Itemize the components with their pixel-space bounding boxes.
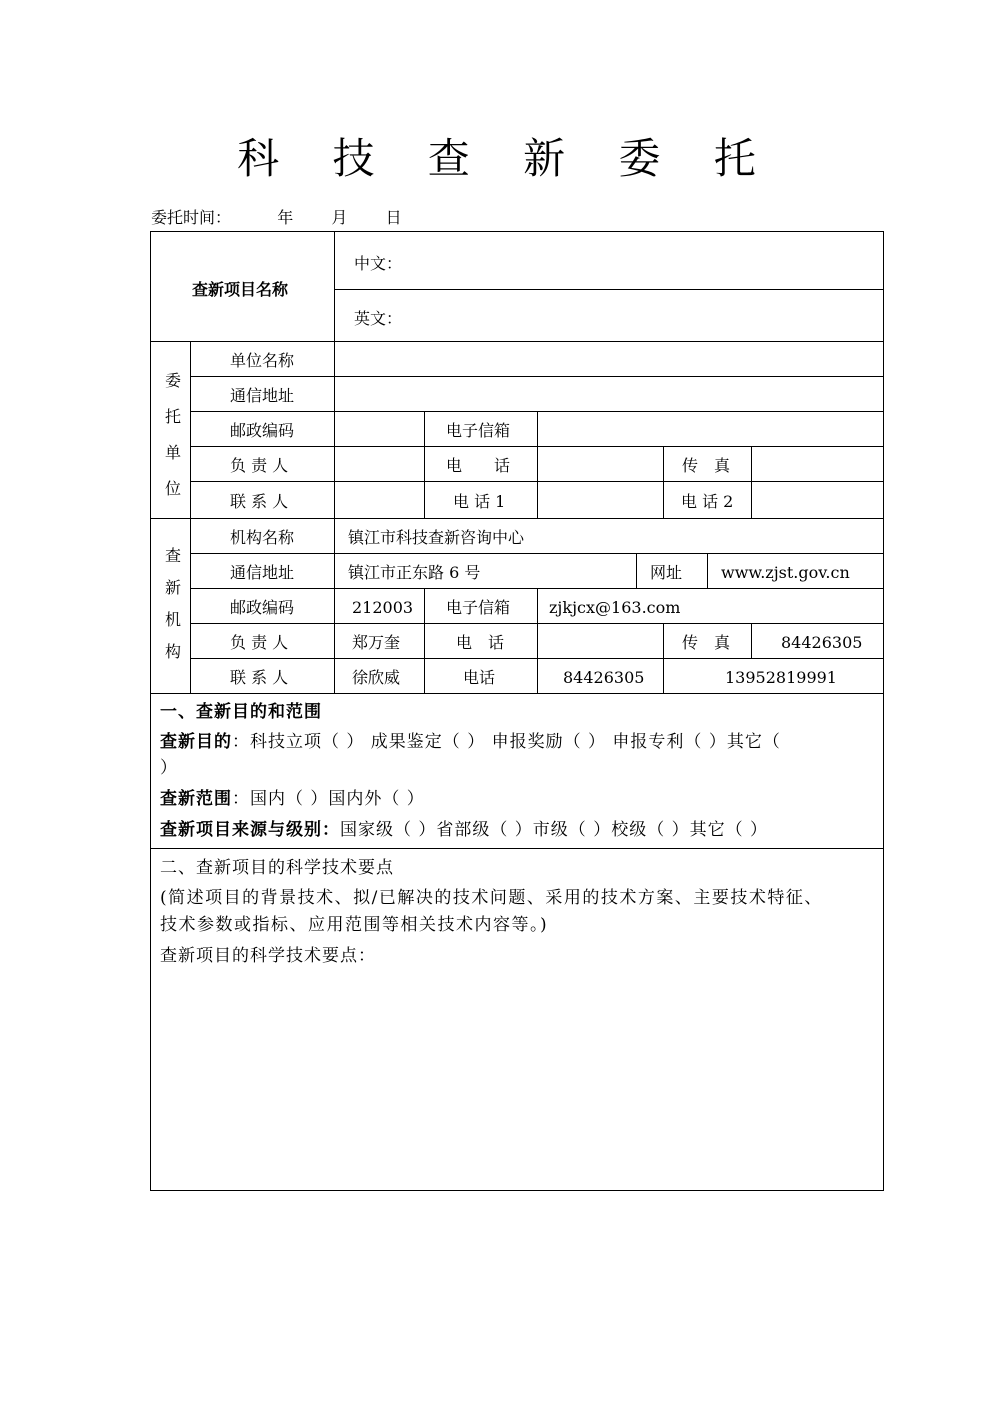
client-manager-label: 负 责 人 (230, 456, 289, 475)
agency-contact-phone-label: 电话 (463, 668, 496, 687)
source-line (160, 818, 768, 842)
project-name-chinese-label: 中文： (354, 254, 403, 273)
table-rule (150, 693, 884, 694)
scope-line (160, 787, 425, 811)
client-label-char: 位 (164, 479, 181, 498)
agency-manager-label: 负 责 人 (230, 633, 289, 652)
date-day: 日 (385, 208, 402, 227)
client-label-char: 委 (164, 371, 181, 390)
section2-hint-line2: 技术参数或指标、应用范围等相关技术内容等。) (160, 915, 549, 935)
table-rule (636, 553, 637, 588)
table-rule (424, 588, 425, 693)
client-phone1-label: 电 话 1 (453, 492, 506, 511)
client-group-label (163, 371, 183, 515)
date-label: 委托时间： (151, 208, 232, 227)
agency-website-label: 网址 (650, 563, 683, 582)
purpose-line (160, 730, 781, 754)
table-rule (150, 518, 884, 519)
table-rule (190, 341, 191, 693)
project-name-label: 查新项目名称 (192, 280, 289, 299)
client-email-label: 电子信箱 (446, 421, 511, 440)
table-rule (424, 411, 425, 518)
table-rule (190, 376, 884, 377)
section2-label: 查新项目的科学技术要点： (160, 946, 376, 966)
agency-label-char: 机 (164, 610, 181, 629)
source-label: 查新项目来源与级别： (160, 820, 340, 840)
client-fax-label: 传 真 (682, 456, 731, 475)
purpose-options: ：科技立项（ ） 成果鉴定（ ） 申报奖励（ ） 申报专利（ ）其它（ (232, 732, 781, 752)
agency-group-label (163, 546, 183, 674)
date-year: 年 (277, 208, 294, 227)
purpose-close: ） (160, 758, 178, 778)
table-rule (707, 553, 708, 588)
client-postcode-label: 邮政编码 (230, 421, 295, 440)
source-options: 国家级（ ）省部级（ ）市级（ ）校级（ ）其它（ ） (340, 820, 769, 840)
table-rule (334, 341, 335, 693)
agency-address: 镇江市正东路 6 号 (348, 563, 481, 582)
scope-options: ：国内（ ）国内外（ ） (232, 789, 425, 809)
client-phone-label: 电 话 (446, 456, 511, 475)
agency-phone-label: 电 话 (456, 633, 505, 652)
table-rule (751, 623, 752, 658)
client-label-char: 单 (164, 443, 181, 462)
table-rule (334, 231, 335, 341)
agency-label-char: 新 (164, 578, 181, 597)
agency-fax: 84426305 (781, 633, 863, 652)
agency-fax-label: 传 真 (682, 633, 731, 652)
table-rule (150, 848, 884, 849)
date-month: 月 (331, 208, 348, 227)
client-address-label: 通信地址 (230, 386, 295, 405)
agency-org-name-label: 机构名称 (230, 528, 295, 547)
agency-website: www.zjst.gov.cn (721, 563, 850, 582)
table-rule (663, 446, 664, 518)
client-phone2-label: 电 话 2 (681, 492, 734, 511)
section2-heading: 二、查新项目的科学技术要点 (160, 858, 394, 878)
agency-address-label: 通信地址 (230, 563, 295, 582)
table-rule (334, 289, 884, 290)
agency-email-label: 电子信箱 (446, 598, 511, 617)
section1-heading: 一、查新目的和范围 (160, 702, 322, 722)
table-rule (663, 623, 664, 693)
agency-label-char: 构 (164, 642, 181, 661)
table-rule (190, 553, 884, 554)
table-rule (150, 341, 884, 342)
client-label-char: 托 (164, 407, 181, 426)
scope-label: 查新范围 (160, 789, 232, 809)
agency-contact: 徐欣威 (352, 668, 401, 687)
purpose-label: 查新目的 (160, 732, 232, 752)
project-name-english-label: 英文： (354, 309, 403, 328)
agency-email: zjkjcx@163.com (549, 598, 681, 617)
table-rule (537, 411, 538, 518)
agency-postcode: 212003 (352, 598, 414, 617)
agency-postcode-label: 邮政编码 (230, 598, 295, 617)
table-rule (751, 446, 752, 518)
page-title: 科 技 查 新 委 托 (237, 134, 776, 183)
table-rule (537, 588, 538, 693)
section2-hint-line1: (简述项目的背景技术、拟/已解决的技术问题、采用的技术方案、主要技术特征、 (160, 888, 823, 908)
agency-contact-phone: 84426305 (563, 668, 645, 687)
agency-org-name: 镇江市科技查新咨询中心 (348, 528, 525, 547)
agency-label-char: 查 (164, 546, 181, 565)
date-line (151, 207, 402, 229)
client-contact-label: 联 系 人 (230, 492, 289, 511)
agency-manager: 郑万奎 (352, 633, 401, 652)
agency-contact-label: 联 系 人 (230, 668, 289, 687)
client-unit-name-label: 单位名称 (230, 351, 295, 370)
agency-contact-mobile: 13952819991 (725, 668, 837, 687)
